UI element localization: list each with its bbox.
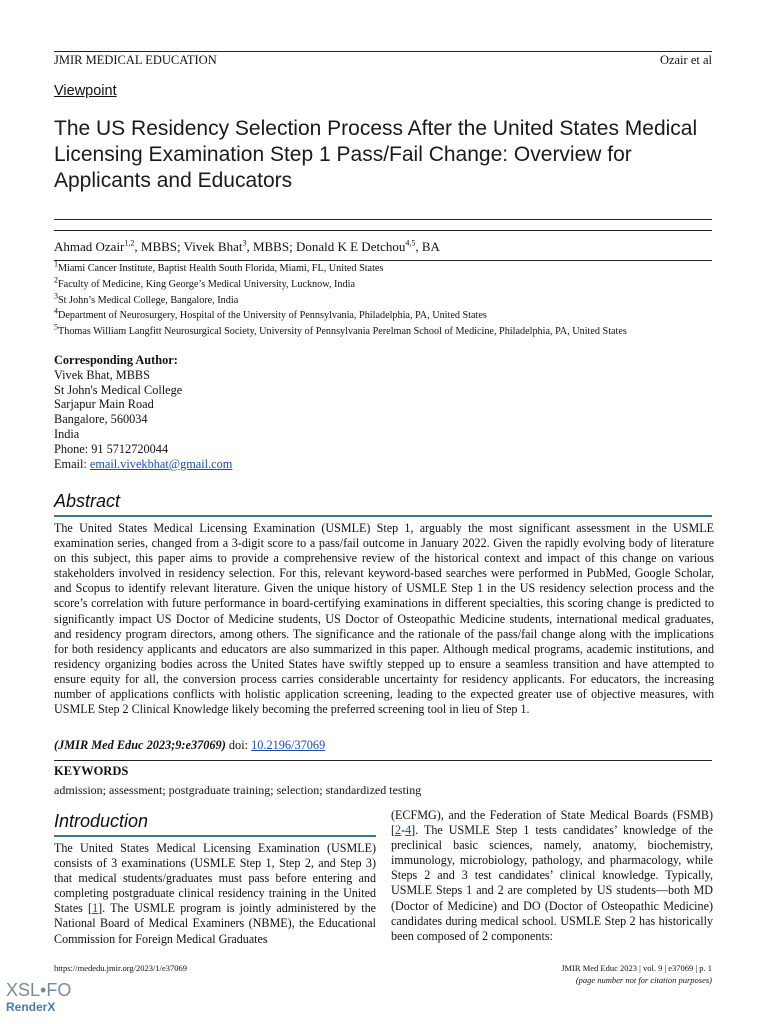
abstract-heading: Abstract	[54, 491, 121, 511]
renderx-logo	[6, 980, 70, 1020]
corresponding-line: Bangalore, 560034	[54, 412, 148, 427]
reference-link[interactable]: 4	[405, 823, 412, 838]
author-affiliation-marker: 3	[242, 238, 247, 248]
reference-link[interactable]: 1	[92, 901, 99, 916]
author-list	[54, 239, 440, 255]
email-link[interactable]: email.vivekbhat@gmail.com	[89, 456, 233, 471]
corresponding-line: Sarjapur Main Road	[54, 397, 154, 412]
keywords-rule	[54, 760, 712, 761]
email-label: Email:	[54, 456, 90, 471]
affiliation-marker: 2	[54, 275, 58, 285]
affiliation-marker: 5	[54, 322, 58, 332]
keywords-text: admission; assessment; postgraduate training; selection; standardized testing	[54, 783, 422, 797]
intro-text: ]. The USMLE program is jointly administered by the National Board of Medical Examiners (NBME), the Educational Commission for Foreign Medical Graduates	[54, 901, 376, 946]
affiliation-item	[54, 322, 627, 337]
affiliation-marker: 3	[54, 291, 58, 301]
reference-range-separator: -	[401, 823, 406, 838]
footer-page-reference: JMIR Med Educ 2023 | vol. 9 | e37069 | p. 1	[561, 963, 712, 973]
introduction-left-column	[54, 841, 376, 947]
keywords-heading: KEYWORDS	[54, 764, 129, 778]
corresponding-author-label: Corresponding Author:	[54, 353, 178, 367]
affiliation-item	[54, 275, 355, 290]
affiliation-text: Thomas William Langfitt Neurosurgical Society, University of Pennsylvania Perelman School of Medicine, Philadelphia, PA, United States	[58, 326, 627, 337]
author-name: Ahmad Ozair	[54, 239, 125, 254]
author-suffix: , MBBS;	[134, 239, 184, 254]
abstract-text: The United States Medical Licensing Examination (USMLE) Step 1, arguably the most significant assessment in the USMLE examination series, changed from a 3-digit score to a pass/fail outcome in January 2022. Given the rapidly evolving body of literature on this subject, this paper aims to provide a comprehensive review of the historical context and impact of this change on various stakeholders involved in residency selection. For this, relevant keyword-based searches were performed in PubMed, Google Scholar, and Scopus to identify relevant literature. Given the unique history of USMLE Step 1 in the US residency selection process and the score’s correlation with future performance in board-certifying examinations in different specialties, this scoring change is predicted to significantly impact US Doctor of Medicine students, US Doctor of Osteopathic Medicine students, international medical graduates, and residency program directors, among others. The significance and the rationale of the pass/fail change along with the implications for both residency applicants and educators are also summarized in this paper. Although medical programs, academic institutions, and residency organizing bodies across the United States have swiftly stepped up to ensure a seamless transition and have attempted to ensure equity for all, the conversion process carries considerable uncertainty for residency applicants. For educators, the increasing number of applications conflicts with holistic application screening, leading to the expected greater use of objective measures, with USMLE Step 2 Clinical Knowledge likely becoming the preferred screening tool in lieu of Step 1.	[54, 521, 714, 717]
journal-name: JMIR MEDICAL EDUCATION	[54, 53, 217, 67]
corresponding-line: Vivek Bhat, MBBS	[54, 367, 150, 382]
author-name: Vivek Bhat	[183, 239, 243, 254]
footer-url: https://mededu.jmir.org/2023/1/e37069	[54, 963, 188, 973]
article-type-link[interactable]: Viewpoint	[54, 83, 117, 99]
affiliation-text: St John’s Medical College, Bangalore, India	[58, 295, 239, 306]
affiliation-marker: 4	[54, 306, 58, 316]
running-author: Ozair et al	[659, 53, 712, 67]
author-affiliation-marker: 4,5	[405, 238, 416, 248]
doi-label: doi:	[228, 738, 252, 752]
affiliation-item	[54, 306, 487, 321]
author-suffix: , MBBS;	[246, 239, 296, 254]
corresponding-line: Phone: 91 5712720044	[54, 441, 169, 456]
introduction-heading: Introduction	[54, 811, 149, 831]
intro-text: (ECFMG), and the Federation of State Medical Boards (FSMB) [	[391, 808, 713, 838]
affiliation-marker: 1	[54, 259, 58, 269]
author-name: Donald K E Detchou	[295, 239, 406, 254]
corresponding-author-block	[54, 353, 232, 471]
intro-text: ]. The USMLE Step 1 tests candidates’ knowledge of the preclinical basic sciences, namely, anatomy, biochemistry, immunology, microbiology, pathology, and pharmacology, while Steps 2 and 3 test candidates’ clinical knowledge. Typically, USMLE Steps 1 and 2 are completed by US students—both MD (Doctor of Medicine) and DO (Doctor of Osteopathic Medicine) candidates during medical school. USMLE Step 2 has historically been composed of 2 components:	[391, 823, 713, 943]
affiliation-item	[54, 259, 384, 274]
author-suffix: , BA	[415, 239, 440, 254]
abstract-rule	[54, 515, 712, 517]
logo-bottom-text: RenderX	[6, 1000, 56, 1014]
affiliation-text: Faculty of Medicine, King George’s Medical University, Lucknow, India	[58, 279, 355, 290]
title-rule-2	[54, 230, 712, 231]
affiliation-item	[54, 291, 239, 306]
citation-line	[54, 738, 325, 753]
header-rule	[54, 51, 712, 52]
reference-link[interactable]: 2	[395, 823, 402, 838]
corresponding-line: India	[54, 426, 80, 441]
doi-link[interactable]: 10.2196/37069	[251, 738, 326, 752]
affiliation-text: Miami Cancer Institute, Baptist Health South Florida, Miami, FL, United States	[58, 263, 384, 274]
citation-reference: (JMIR Med Educ 2023;9:e37069)	[54, 738, 226, 752]
article-title: The US Residency Selection Process After the United States Medical Licensing Examination Step 1 Pass/Fail Change: Overview for Applicants and Educators	[54, 117, 698, 192]
title-rule-1	[54, 219, 712, 220]
logo-top-text: XSL•FO	[6, 980, 72, 1000]
author-affiliation-marker: 1,2	[124, 238, 135, 248]
email-line	[54, 457, 232, 472]
intro-text: The United States Medical Licensing Examination (USMLE) consists of 3 examinations (USMLE Step 1, Step 2, and Step 3) that medical students/graduates must pass before entering and completing postgraduate clinical residency training in the United States [	[54, 841, 376, 916]
introduction-right-column	[391, 808, 713, 944]
footer-note: (page number not for citation purposes)	[575, 975, 712, 985]
corresponding-line: St John's Medical College	[54, 382, 183, 397]
introduction-rule	[54, 835, 376, 837]
authors-rule	[54, 260, 712, 261]
affiliation-text: Department of Neurosurgery, Hospital of the University of Pennsylvania, Philadelphia, PA, United States	[58, 310, 487, 321]
